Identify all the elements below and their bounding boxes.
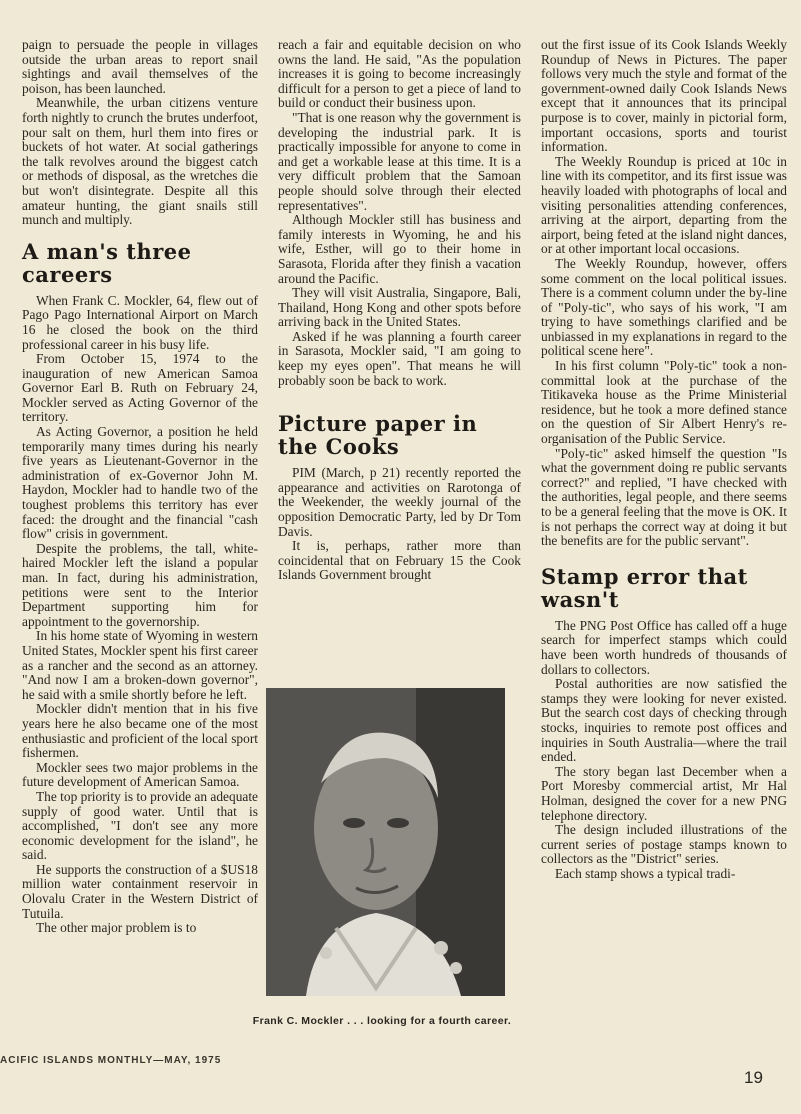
paragraph: The design included illustrations of the current series of postage stamps known to collectors as the "District" series. bbox=[541, 822, 787, 867]
paragraph: The PNG Post Office has called off a huge search for imperfect stamps which could have been worth hundreds of thousands of dollars to collectors. bbox=[541, 617, 787, 677]
paragraph: From October 15, 1974 to the inauguration of new American Samoa Governor Earl B. Ruth on February 24, Mockler served as Acting Governor of the territory. bbox=[22, 351, 258, 425]
portrait-photo-illustration bbox=[266, 688, 505, 996]
paragraph: "That is one reason why the government is developing the industrial park. It is practically impossible for anyone to come in and get a workable lease at this time. It is a very difficult problem that the Samoan people should solve through their elected representatives". bbox=[278, 109, 521, 213]
paragraph: The Weekly Roundup is priced at 10c in line with its competitor, and its first issue was heavily loaded with photographs of local and visiting personalities attending conferences, arriving at the airport, departing from the airport, being feted at the island night dances, or at other important local occasions. bbox=[541, 153, 787, 257]
paragraph: The other major problem is to bbox=[36, 920, 197, 936]
paragraph: Mockler didn't mention that in his five years here he also became one of the most enthusiastic and proficient of the local sport fishermen. bbox=[22, 701, 258, 761]
article-heading-mans-careers: A man's three careers bbox=[22, 238, 192, 287]
paragraph: The Weekly Roundup, however, offers some comment on the local political issues. There is a comment column under the by-line of "Poly-tic", who says of his work, "I am trying to have somethings clarified and be unbiassed in my explanations in regard to the political scene here". bbox=[541, 255, 787, 359]
article-heading-stamp-error: Stamp error that wasn't bbox=[541, 563, 748, 612]
paragraph: In his home state of Wyoming in western United States, Mockler spent his first career as a rancher and the second as an attorney. "And now I am a broken-down governor", he said with a smile shortly before he left. bbox=[22, 628, 258, 702]
paragraph: As Acting Governor, a position he held temporarily many times during his nearly five years as Lieutenant-Governor in the administration of ex-Governor John M. Haydon, Mockler had to handle two of the toughest problems this territory has ever faced: the drought and the financial "cash flow" crisis in government. bbox=[22, 424, 258, 542]
paragraph: Mockler sees two major problems in the future development of American Samoa. bbox=[22, 759, 258, 790]
paragraph: reach a fair and equitable decision on who owns the land. He said, "As the population increases it is going to become increasingly difficult for a person to get a piece of land to build or conduct their business upon. bbox=[278, 37, 521, 111]
paragraph: Although Mockler still has business and family interests in Wyoming, he and his wife, Esther, will go to their home in Sarasota, Florida after they finish a vacation around the Pacific. bbox=[278, 212, 521, 286]
paragraph: Despite the problems, the tall, white-haired Mockler left the island a popular man. In fact, during his administration, petitions were sent to the Interior Department supporting him for appointment to the governorship. bbox=[22, 540, 258, 629]
paragraph: paign to persuade the people in villages outside the urban areas to report snail sightings and avail themselves of the poison, has been launched. bbox=[22, 37, 258, 96]
paragraph: Asked if he was planning a fourth career in Sarasota, Mockler said, "I am going to keep my eyes open". That means he will probably soon be back to work. bbox=[278, 328, 521, 388]
paragraph: Each stamp shows a typical tradi- bbox=[555, 865, 736, 881]
paragraph: It is, perhaps, rather more than coincidental that on February 15 the Cook Islands Government brought bbox=[278, 538, 521, 583]
paragraph: He supports the construction of a $US18 million water containment reservoir in Olovalu Crater in the Western District of Tutuila. bbox=[22, 861, 258, 921]
paragraph: Meanwhile, the urban citizens venture forth nightly to crunch the brutes underfoot, pour salt on them, hurl them into fires or buckets of hot water. At social gatherings the talk revolves around the biggest catch or methods of disposal, as the wretches die but won't disintegrate. Despite all this amateur hunting, the giant snails still munch and multiply. bbox=[22, 95, 258, 228]
article-column-2 bbox=[278, 38, 521, 583]
publication-footer: ACIFIC ISLANDS MONTHLY—MAY, 1975 bbox=[0, 1055, 222, 1066]
paragraph: When Frank C. Mockler, 64, flew out of Pago Pago International Airport on March 16 he closed the book on the third professional career in his busy life. bbox=[22, 292, 258, 352]
paragraph: The top priority is to provide an adequate supply of good water. Until that is accomplished, "I don't see any more economic development for the island", he said. bbox=[22, 788, 258, 863]
paragraph: They will visit Australia, Singapore, Bali, Thailand, Hong Kong and other spots before arriving back in the United States. bbox=[278, 285, 521, 330]
article-heading-picture-paper: Picture paper in the Cooks bbox=[278, 411, 478, 460]
portrait-photo bbox=[266, 688, 505, 996]
article-column-1 bbox=[22, 38, 258, 936]
paragraph: In his first column "Poly-tic" took a non-committal look at the purchase of the Titikaveka house as the Prime Ministerial residence, but he took a more defined stance on the question of Sir Albert Henry's re-organisation of the Public Service. bbox=[541, 358, 787, 447]
page-number: 19 bbox=[744, 1068, 763, 1087]
paragraph: PIM (March, p 21) recently reported the appearance and activities on Rarotonga of the Weekender, the weekly journal of the opposition Democratic Party, led by Dr Tom Davis. bbox=[278, 465, 521, 539]
paragraph: out the first issue of its Cook Islands Weekly Roundup of News in Pictures. The paper follows very much the style and format of the government-owned daily Cook Islands News except that it announces that its principal purpose is to cover, mainly in pictorial form, important occasions, sports and tourist information. bbox=[541, 37, 787, 155]
photo-caption: Frank C. Mockler . . . looking for a fourth career. bbox=[252, 1015, 512, 1027]
paragraph: Postal authorities are now satisfied the stamps they were looking for never existed. But the search cost days of checking through stocks, inquiries to remote post offices and inquiries in South Australia—where the trail ended. bbox=[541, 676, 787, 765]
article-column-3 bbox=[541, 38, 787, 881]
paragraph: "Poly-tic" asked himself the question "Is what the government doing re public servants correct?" and replied, "I have checked with the authorities, legal people, and there seems to be a general feeling that the move is OK. It is not perhaps the correct way at doing it but the benefits are for the public servant". bbox=[541, 445, 787, 549]
paragraph: The story began last December when a Port Moresby commercial artist, Mr Hal Holman, designed the cover for a new PNG telephone directory. bbox=[541, 763, 787, 823]
